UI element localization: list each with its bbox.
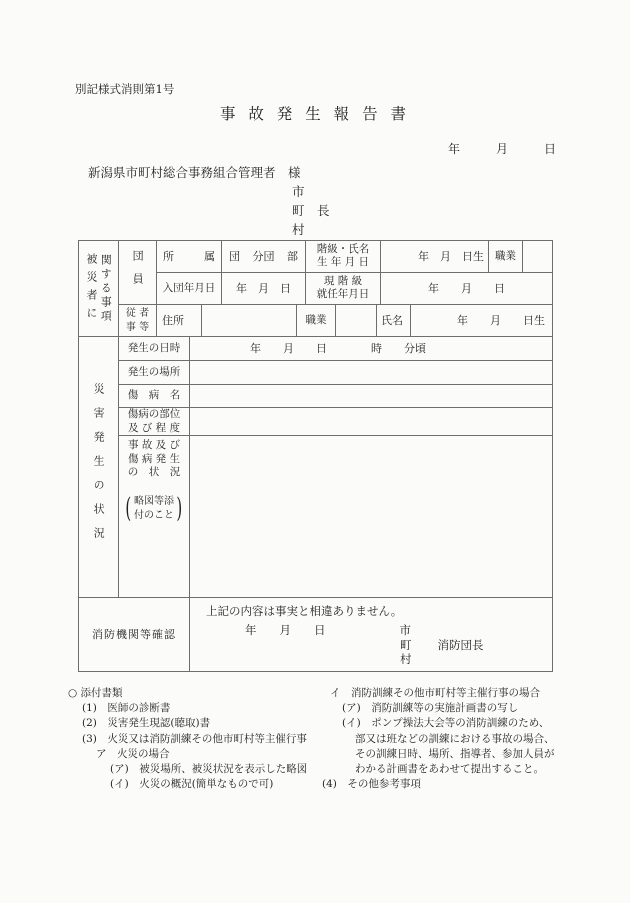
occupation2-label: 職業 (297, 305, 336, 336)
sender-block (292, 182, 330, 239)
confirmation-date-row (245, 624, 552, 638)
situation-row (119, 436, 552, 597)
join-date-label: 入団年月日 (157, 273, 222, 304)
disaster-body (119, 337, 552, 597)
confirmation-village: 村 (400, 652, 412, 667)
confirmation-date: 年 月 日 (245, 622, 326, 637)
sender-village: 村 (292, 222, 305, 237)
confirmation-section (79, 598, 552, 672)
confirmation-signer: 消防団長 (437, 637, 484, 652)
attachment-item: (4) その他参考事項 (322, 778, 421, 791)
injury-part-label: 傷病の部位 及 び 程 度 (119, 408, 190, 435)
attachment-item: (2) 災害発生現認(聴取)書 (82, 717, 211, 730)
attachment-item: 部又は班などの訓練における事故の場合、 (355, 732, 555, 745)
confirmation-city: 市 (399, 622, 411, 637)
member-row-1 (157, 241, 552, 273)
place-row (119, 361, 552, 385)
birthdate2-cell: 年 月 日生 (457, 313, 545, 327)
member-rows (119, 241, 552, 305)
injury-label: 傷 病 名 (119, 385, 190, 407)
close-paren: ) (176, 493, 183, 525)
join-date-value: 年 月 日 (222, 273, 306, 304)
sender-town-chief: 町 長 (292, 203, 330, 218)
attachments-list-left (68, 686, 307, 792)
attachment-item: (ア) 被災場所、被災状況を表示した略図 (110, 763, 308, 776)
empty-cell-top-right (523, 241, 552, 272)
attachment-item: その訓練日時、場所、指導者、参加人員が (355, 747, 555, 760)
sender-city: 市 (292, 184, 305, 199)
addressee: 新潟県市町村総合事務組合管理者 様 (88, 165, 301, 180)
attachments-title: ○ 添付書類 (68, 687, 123, 699)
worker-label: 従 者 事 等 (119, 305, 157, 336)
worker-row (119, 305, 552, 336)
situation-value-cell (190, 436, 552, 597)
victim-label-col2: 関する事項 (99, 253, 113, 324)
attachment-item: イ 消防訓練その他市町村等主催行事の場合 (330, 687, 540, 699)
disaster-section (79, 337, 552, 598)
occupation-label: 職業 (489, 241, 523, 272)
confirmation-statement: 上記の内容は事実と相違ありません。 (206, 604, 403, 618)
current-rank-label: 現 階 級 就任年月日 (306, 273, 381, 304)
member-rows-right (157, 241, 552, 304)
confirmation-body (190, 598, 552, 672)
confirmation-signer-row (400, 639, 552, 653)
unit-cell: 団 分団 部 (222, 241, 306, 272)
attachment-item: (1) 医師の診断書 (82, 702, 171, 715)
situation-label: 事 故 及 び 傷 病 発 生 の 状 況 ( 略図等添 付のこと ) (119, 436, 190, 597)
datetime-label: 発生の日時 (119, 337, 190, 360)
name-label: 氏名 (377, 305, 411, 336)
attachments-list-right (322, 686, 555, 792)
header-date-line: 年 月 日 (447, 142, 556, 156)
place-label: 発生の場所 (119, 361, 190, 384)
page-title: 事 故 発 生 報 告 書 (219, 105, 411, 123)
attachment-item: (イ) 火災の概況(簡単なもので可) (110, 778, 274, 791)
sketch-note: ( 略図等添 付のこと ) (125, 493, 183, 525)
attachment-item: わかる計画書をあわせて提出すること。 (355, 763, 544, 776)
rank-appointment-date-value: 年 月 日 (428, 281, 505, 295)
injury-row (119, 385, 552, 408)
rank-name-birth-label: 階級・氏名 生 年 月 日 (306, 241, 381, 272)
member-label: 団員 (119, 241, 157, 304)
report-table (78, 240, 553, 672)
attachment-item: ア 火災の場合 (96, 747, 170, 760)
victim-section (79, 241, 552, 337)
injury-value-cell (190, 385, 552, 407)
form-number: 別記様式消則第1号 (75, 82, 175, 96)
confirmation-label: 消防機関等確認 (79, 598, 190, 672)
open-paren: ( (125, 493, 132, 525)
datetime-value: 年 月 日 時 分頃 (250, 341, 426, 355)
attachment-item: (イ) ポンプ操法大会等の消防訓練のため、 (342, 717, 550, 730)
place-value-cell (190, 361, 552, 384)
victim-label-col1: 被災者に (85, 252, 98, 325)
disaster-section-label: 災害発生の状況 (79, 337, 119, 597)
attachment-item: (3) 火災又は消防訓練その他市町村等主催行事 (82, 732, 307, 745)
attachment-item: (ア) 消防訓練等の実施計画書の写し (342, 702, 519, 715)
victim-section-label (79, 241, 119, 336)
datetime-row (119, 337, 552, 361)
injury-part-row (119, 408, 552, 436)
victim-body (119, 241, 552, 336)
confirmation-town: 町 (400, 637, 412, 652)
address-label: 住所 (157, 305, 202, 336)
birthdate-cell: 年 月 日生 (381, 241, 489, 272)
affiliation-label: 所 属 (157, 241, 222, 272)
injury-part-value-cell (190, 408, 552, 435)
occupation2-value-cell (336, 305, 377, 336)
member-row-2 (157, 273, 552, 304)
address-value-cell (202, 305, 297, 336)
